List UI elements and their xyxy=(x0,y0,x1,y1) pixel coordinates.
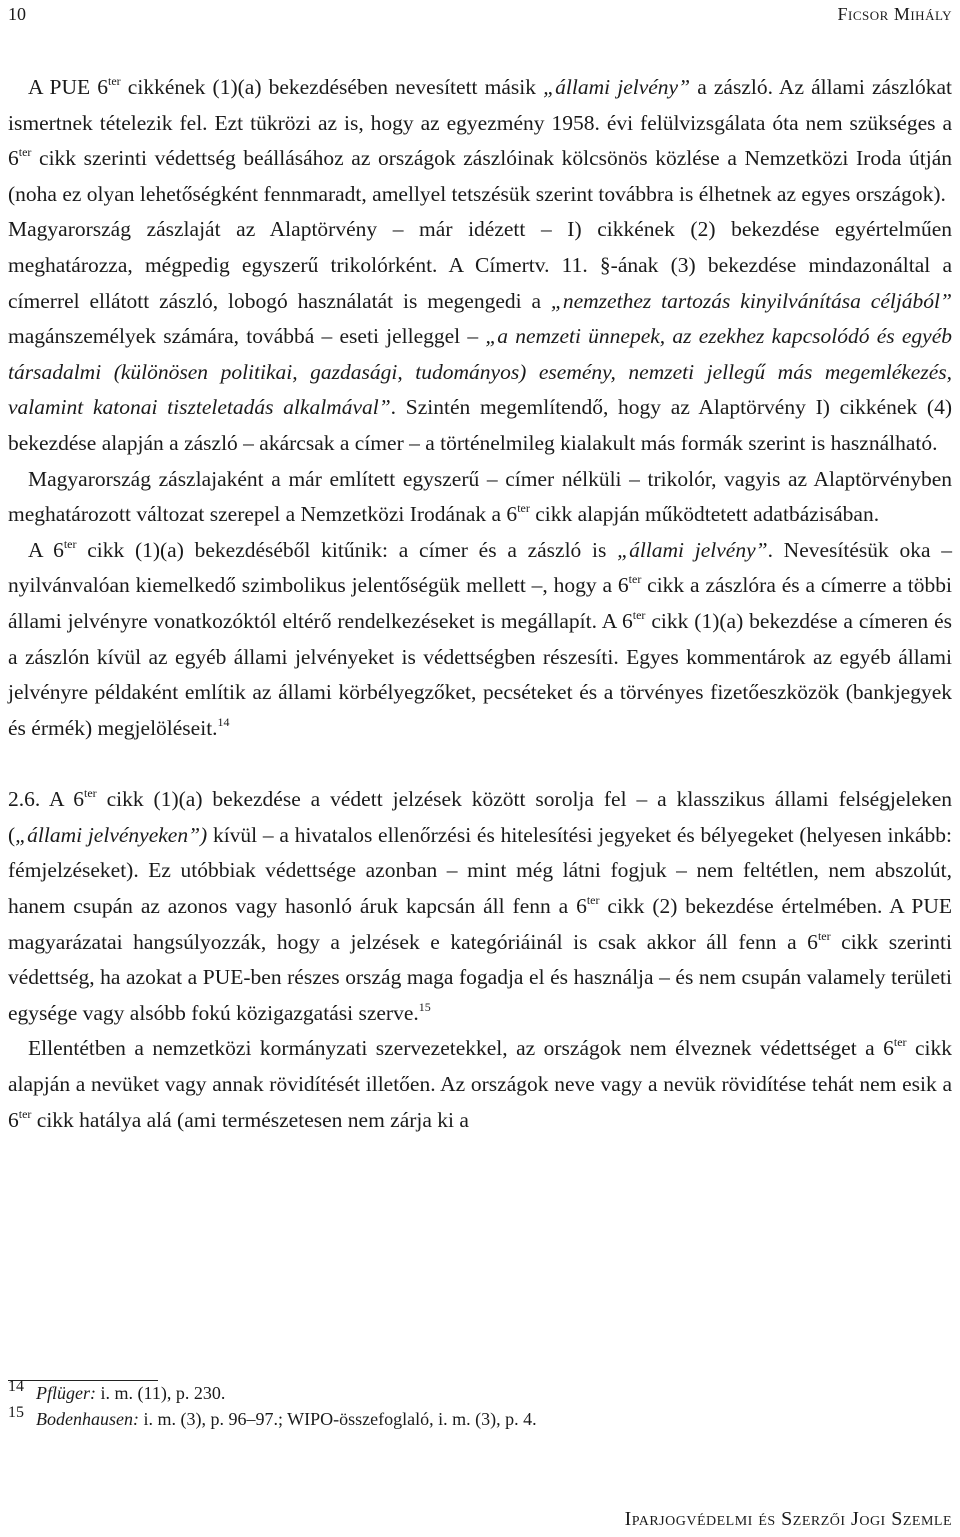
superscript: ter xyxy=(817,928,831,943)
paragraph xyxy=(8,70,952,212)
italic-quote: „a nemzeti ünnepek, az ezekhez kapcsolódó és egyéb társadalmi (különösen politikai, gazdasági, tudományos) esemény, nemzeti jellegű más megemlékezés, valamint katonai tiszteletadás alkalmával” xyxy=(8,324,952,420)
text-run: magánszemélyek számára, továbbá – eseti jelleggel – xyxy=(8,324,486,349)
superscript: ter xyxy=(108,74,121,88)
paragraph xyxy=(8,1031,952,1138)
footnote xyxy=(8,1406,952,1432)
text-run: cikk (1)(a) bekezdése a címeren és a zászlón kívül az egyéb állami jelvényeket is védettségben részesíti. Egyes kommentárok az egyéb állami jelvényre példaként említik az állami körbélyegzőket, pecséteket és a törvényes fizetőeszközök (bankjegyek és érmék) megjelöléseit. xyxy=(8,608,952,740)
text-run: 2.6. A 6 xyxy=(8,787,85,812)
page-header xyxy=(8,4,952,28)
superscript: ter xyxy=(632,607,646,622)
running-author: Ficsor Mihály xyxy=(837,4,952,24)
text-run: cikk (1)(a) bekezdése a védett jelzések között sorolja fel – a klasszikus állami felségjeleken ( xyxy=(8,787,952,847)
text-run: cikk alapján működtetett adatbázisában. xyxy=(529,502,880,527)
footnotes xyxy=(8,1380,952,1432)
italic-quote: „állami jelvény” xyxy=(543,75,691,99)
running-journal-title: Iparjogvédelmi és Szerzői Jogi Szemle xyxy=(624,1508,952,1530)
text-run: A 6 xyxy=(28,537,64,562)
superscript: 15 xyxy=(418,999,431,1014)
page-number: 10 xyxy=(8,4,26,24)
superscript: ter xyxy=(18,1106,32,1121)
text-run: . Szintén megemlítendő, hogy az Alaptörvény I) cikkének (4) bekezdése alapján a zászló – akárcsak a címer – a történelmileg kialakult más formák szerint is használható. xyxy=(8,395,952,455)
text-run: Ellentétben a nemzetközi kormányzati szervezetekkel, az országok nem élveznek védettséget a 6 xyxy=(28,1036,894,1061)
paragraph xyxy=(8,533,952,747)
text-run: cikk (2) bekezdése értelmében. A PUE magyarázatai hangsúlyozzák, hogy a jelzések e kategóriáinál is csak akkor áll fenn a 6 xyxy=(8,894,952,954)
footnote-author: Pflüger: xyxy=(36,1383,96,1403)
text-run: cikk alapján a nevüket vagy annak rövidítését illetően. Az országok neve vagy a nevük rövidítése tehát nem esik a 6 xyxy=(8,1036,952,1132)
text-run: cikk szerinti védettség, ha azokat a PUE-ben részes ország maga fogadja el és használja – és nem csupán valamely területi egysége vagy alsóbb fokú közigazgatási szerve. xyxy=(8,929,952,1025)
text-run: Magyarország zászlaját az Alaptörvény – már idézett – I) cikkének (2) bekezdése egyértelműen meghatározza, mégpedig egyszerű trikolórként. A Címertv. 11. §-ának (3) bekezdése mindazonáltal a címerrel ellátott zászló, lobogó használatát is megengedi a xyxy=(8,217,952,313)
text-run: cikk hatálya alá (ami természetesen nem zárja ki a xyxy=(31,1107,469,1132)
footnote-text: i. m. (11), p. 230. xyxy=(96,1383,226,1403)
text-run: cikk (1)(a) bekezdéséből kitűnik: a címer és a zászló is xyxy=(76,537,618,562)
superscript: ter xyxy=(517,501,530,516)
footnote-author: Bodenhausen: xyxy=(36,1409,139,1429)
italic-quote: „nemzethez tartozás kinyilvánítása céljából” xyxy=(550,288,952,313)
superscript: ter xyxy=(18,145,32,160)
superscript: ter xyxy=(84,786,97,801)
main-text xyxy=(8,70,952,1138)
text-run: kívül – a hivatalos ellenőrzési és hitelesítési jegyeket és bélyegeket (helyesen inkább: fémjelzéseket). Ez utóbbiak védettsége azonban – mint még látni fogjuk – nem feltétlen, nem abszolút, hanem csupán az azonos vagy hasonló áruk kapcsán áll fenn a 6 xyxy=(8,822,953,919)
text-run: cikk a zászlóra és a címerre a többi állami jelvényre vonatkozóktól eltérő rendelkezéseket is megállapít. A 6 xyxy=(8,573,952,633)
footnote-number: 14 xyxy=(8,1378,24,1395)
italic-quote: „állami jelvény” xyxy=(617,537,768,562)
text-run: Magyarország zászlajaként a már említett egyszerű – címer nélküli – trikolór, vagyis az Alaptörvényben meghatározott változat szerepel a Nemzetközi Irodának a 6 xyxy=(8,466,952,527)
footnote-text: i. m. (3), p. 96–97.; WIPO-összefoglaló, i. m. (3), p. 4. xyxy=(138,1409,537,1429)
paragraph xyxy=(8,462,952,533)
superscript: ter xyxy=(628,572,642,587)
superscript: ter xyxy=(893,1035,907,1050)
footnote xyxy=(8,1380,952,1406)
text-run: A PUE 6 xyxy=(28,75,108,99)
paragraph xyxy=(8,212,952,461)
superscript: ter xyxy=(586,893,600,908)
superscript: 14 xyxy=(217,714,230,729)
text-run: . Nevesítésük oka – nyilvánvalóan kiemelkedő szimbolikus jelentőségük mellett –, hogy a 6 xyxy=(8,537,953,598)
paragraph xyxy=(8,782,952,1031)
text-run: a zászló. Az állami zászlókat ismertnek tételezik fel. Ezt tükrözi az is, hogy az egyezmény 1958. évi felülvizsgálata óta nem szükséges a 6 xyxy=(8,75,952,171)
italic-quote: „állami jelvényeken”) xyxy=(15,822,208,847)
text-run: cikkének (1)(a) bekezdésében nevesített másik xyxy=(120,75,544,99)
superscript: ter xyxy=(63,536,77,551)
text-run: cikk szerinti védettség beállásához az országok zászlóinak kölcsönös közlése a Nemzetközi Iroda útján (noha ez olyan lehetőségként fennmaradt, amellyel tetszésük szerint továbbra is élhetnek az egyes országok). xyxy=(8,146,952,206)
footnote-number: 15 xyxy=(8,1404,24,1421)
